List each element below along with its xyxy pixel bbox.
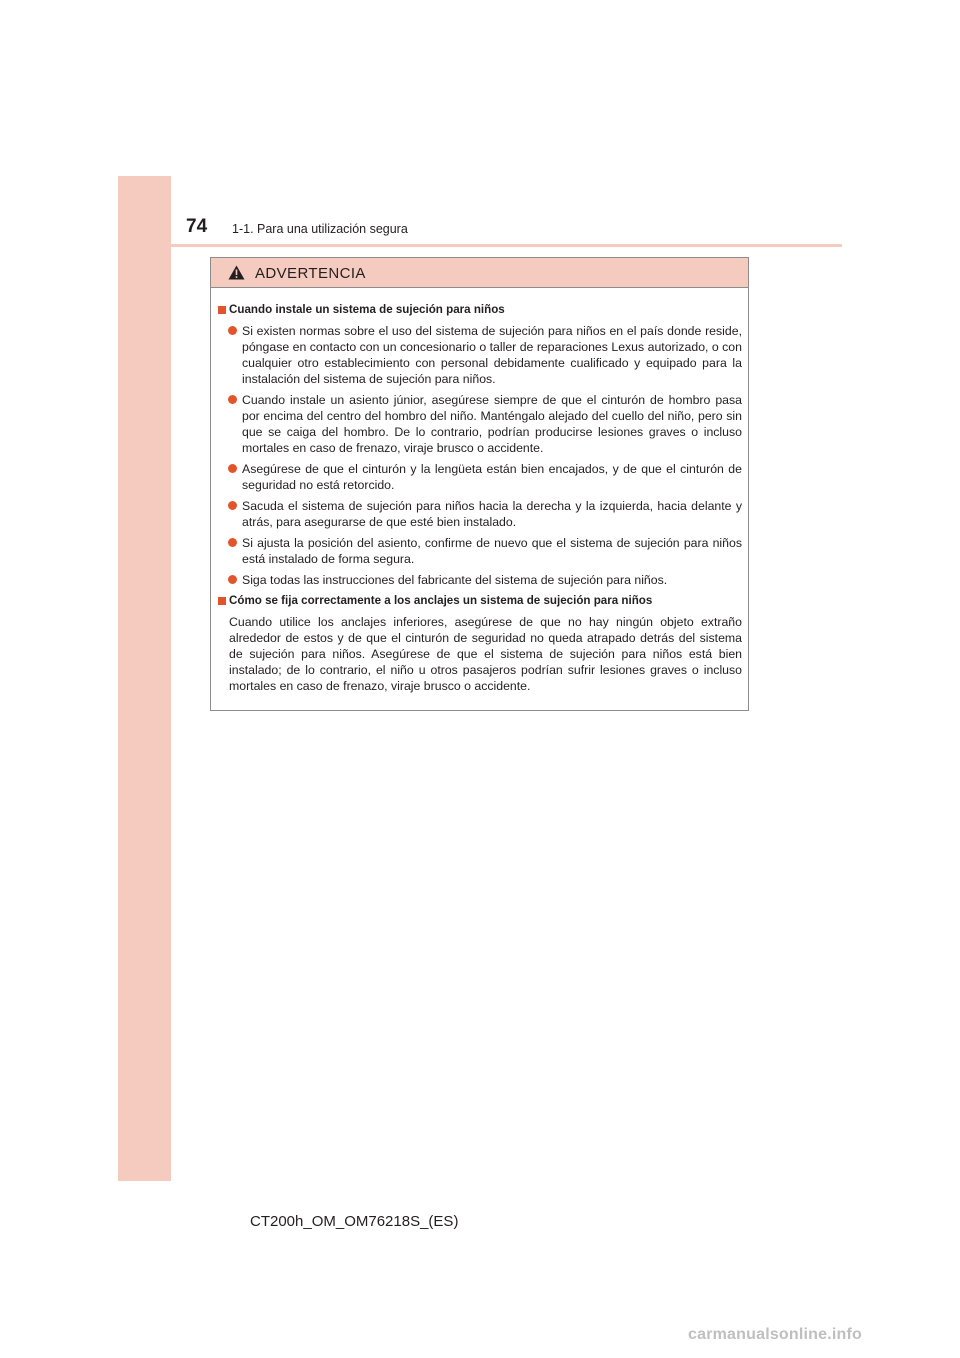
list-item-text: Si ajusta la posición del asiento, confirme de nuevo que el sistema de sujeción para niños está instalado de forma segura. — [242, 536, 742, 566]
round-bullet-icon — [228, 326, 237, 335]
list-item-text: Siga todas las instrucciones del fabricante del sistema de sujeción para niños. — [242, 573, 668, 587]
document-code: CT200h_OM_OM76218S_(ES) — [250, 1213, 459, 1230]
header-divider — [171, 244, 842, 247]
watermark: carmanualsonline.info — [688, 1326, 863, 1343]
page-number: 74 — [186, 216, 208, 237]
section-heading — [218, 302, 742, 318]
side-tab-band — [118, 176, 171, 1181]
list-item-text: Si existen normas sobre el uso del sistema de sujeción para niños en el país donde reside, póngase en contacto con un concesionario o taller de reparaciones Lexus autorizado, o con cualquier otro establecimiento con personal debidamente cualificado y equipado para la instalación del sistema de sujeción para niños. — [242, 324, 742, 386]
list-item — [218, 498, 742, 530]
section-heading-text: Cuando instale un sistema de sujeción para niños — [229, 303, 505, 316]
list-item-text: Asegúrese de que el cinturón y la lengüeta están bien encajados, y de que el cinturón de seguridad no está retorcido. — [242, 462, 742, 492]
warning-title: ADVERTENCIA — [255, 265, 366, 282]
list-item-text: Cuando instale un asiento júnior, asegúrese siempre de que el cinturón de hombro pasa por encima del centro del hombro del niño. Manténgalo alejado del cuello del niño, pero sin que se caiga del hombro. De lo contrario, podrían producirse lesiones graves o incluso mortales en caso de frenazo, viraje brusco o accidente. — [242, 393, 742, 455]
section-heading — [218, 593, 742, 609]
list-item — [218, 323, 742, 387]
list-item-text: Sacuda el sistema de sujeción para niños hacia la derecha y la izquierda, hacia delante y atrás, para asegurarse de que esté bien instalado. — [242, 499, 742, 529]
list-item — [218, 535, 742, 567]
round-bullet-icon — [228, 501, 237, 510]
list-item — [218, 572, 742, 588]
warning-body — [211, 288, 748, 694]
section-title: 1-1. Para una utilización segura — [232, 222, 408, 236]
round-bullet-icon — [228, 538, 237, 547]
list-item — [218, 461, 742, 493]
warning-triangle-icon — [228, 265, 245, 280]
round-bullet-icon — [228, 575, 237, 584]
round-bullet-icon — [228, 464, 237, 473]
section-heading-text: Cómo se fija correctamente a los anclajes un sistema de sujeción para niños — [229, 594, 653, 607]
warning-header — [211, 258, 748, 288]
list-item — [218, 392, 742, 456]
section-paragraph: Cuando utilice los anclajes inferiores, asegúrese de que no hay ningún objeto extraño alrededor de estos y de que el cinturón de seguridad no queda atrapado detrás del sistema de sujeción para niños. Asegúrese de que el sistema de sujeción para niños está bien instalado; de lo contrario, el niño u otros pasajeros podrían sufrir lesiones graves o incluso mortales en caso de frenazo, viraje brusco o accidente. — [229, 615, 742, 693]
square-bullet-icon — [218, 306, 226, 314]
round-bullet-icon — [228, 395, 237, 404]
warning-box — [210, 257, 749, 711]
square-bullet-icon — [218, 597, 226, 605]
